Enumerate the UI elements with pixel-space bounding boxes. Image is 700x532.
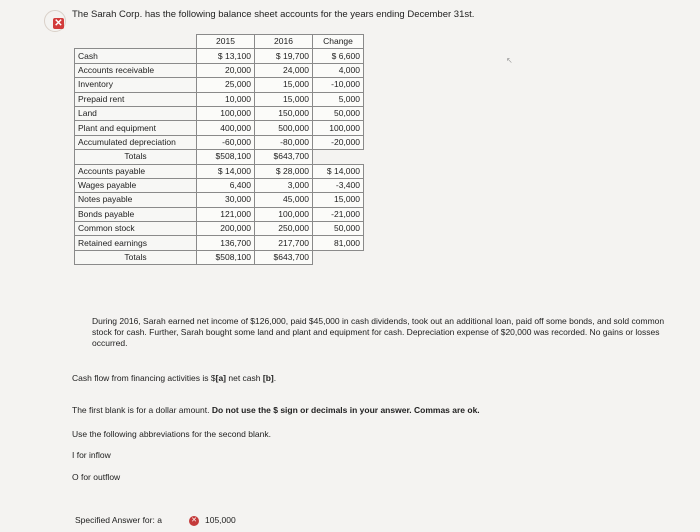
table-row: [75, 222, 364, 236]
cell-2016: 15,000: [255, 92, 313, 106]
row-label: Accounts receivable: [75, 63, 197, 77]
question-heading: The Sarah Corp. has the following balance sheet accounts for the years ending December 31st.: [72, 9, 475, 20]
cell-2015: $ 14,000: [197, 164, 255, 178]
header-change: Change: [313, 35, 364, 49]
cell-change: [313, 250, 364, 264]
row-label: Totals: [75, 150, 197, 164]
table-row: [75, 92, 364, 106]
mouse-cursor-icon: ↖: [506, 56, 513, 65]
table-row: [75, 106, 364, 120]
blank-b: [b]: [262, 373, 274, 383]
cell-2015: $508,100: [197, 150, 255, 164]
row-label: Land: [75, 106, 197, 120]
header-2016: 2016: [255, 35, 313, 49]
cell-change: -10,000: [313, 78, 364, 92]
cell-change: 50,000: [313, 222, 364, 236]
row-label: Accounts payable: [75, 164, 197, 178]
header-2015: 2015: [197, 35, 255, 49]
table-row: [75, 121, 364, 135]
incorrect-answer-icon: ✕: [189, 516, 199, 526]
cell-change: 5,000: [313, 92, 364, 106]
cell-2016: -80,000: [255, 135, 313, 149]
cell-2015: 30,000: [197, 193, 255, 207]
table-row: [75, 49, 364, 63]
table-row: [75, 78, 364, 92]
blank-a: [a]: [215, 373, 227, 383]
cell-2016: 45,000: [255, 193, 313, 207]
inflow-option: I for inflow: [72, 450, 111, 460]
question-text: Cash flow from financing activities is $[a] net cash [b].: [72, 373, 277, 383]
specified-answer-label: Specified Answer for: a: [75, 515, 162, 525]
cell-2016: 500,000: [255, 121, 313, 135]
row-label: Totals: [75, 250, 197, 264]
table-row: [75, 150, 364, 164]
row-label: Cash: [75, 49, 197, 63]
table-row: [75, 207, 364, 221]
cell-2016: 24,000: [255, 63, 313, 77]
cell-change: -20,000: [313, 135, 364, 149]
row-label: Prepaid rent: [75, 92, 197, 106]
cell-change: 15,000: [313, 193, 364, 207]
cell-2016: 150,000: [255, 106, 313, 120]
specified-answer-value: 105,000: [205, 515, 236, 525]
cell-2016: $643,700: [255, 250, 313, 264]
cell-2015: 25,000: [197, 78, 255, 92]
row-label: Common stock: [75, 222, 197, 236]
table-row: [75, 193, 364, 207]
row-label: Wages payable: [75, 178, 197, 192]
cell-2016: 3,000: [255, 178, 313, 192]
table-header-row: [75, 35, 364, 49]
cell-change: 81,000: [313, 236, 364, 250]
cell-2015: 121,000: [197, 207, 255, 221]
cell-2015: -60,000: [197, 135, 255, 149]
cell-2016: 15,000: [255, 78, 313, 92]
instruction-text: The first blank is for a dollar amount. Do not use the $ sign or decimals in your answer. Commas are ok.: [72, 405, 480, 415]
table-row: [75, 250, 364, 264]
cell-2015: 400,000: [197, 121, 255, 135]
cell-change: 100,000: [313, 121, 364, 135]
table-row: [75, 236, 364, 250]
row-label: Accumulated depreciation: [75, 135, 197, 149]
cell-change: 50,000: [313, 106, 364, 120]
cell-2015: 6,400: [197, 178, 255, 192]
table-row: [75, 164, 364, 178]
row-label: Notes payable: [75, 193, 197, 207]
cell-change: 4,000: [313, 63, 364, 77]
table-row: [75, 178, 364, 192]
cell-2016: $ 19,700: [255, 49, 313, 63]
cell-2015: 200,000: [197, 222, 255, 236]
cell-2016: 217,700: [255, 236, 313, 250]
cell-change: [313, 150, 364, 164]
cell-change: -21,000: [313, 207, 364, 221]
cell-2015: $508,100: [197, 250, 255, 264]
table-row: [75, 63, 364, 77]
cell-change: $ 14,000: [313, 164, 364, 178]
cell-2016: 250,000: [255, 222, 313, 236]
problem-description: During 2016, Sarah earned net income of $126,000, paid $45,000 in cash dividends, took out an additional loan, paid off some bonds, and sold common stock for cash. Further, Sarah bought some land and plant and equipment for cash. Depreciation expense of $20,000 was recorded. No gains or losses occurred.: [92, 316, 665, 348]
outflow-option: O for outflow: [72, 472, 121, 482]
cell-2016: $643,700: [255, 150, 313, 164]
cell-change: -3,400: [313, 178, 364, 192]
table-row: [75, 135, 364, 149]
cell-2015: 100,000: [197, 106, 255, 120]
row-label: Retained earnings: [75, 236, 197, 250]
cell-2015: 20,000: [197, 63, 255, 77]
row-label: Plant and equipment: [75, 121, 197, 135]
cell-2015: $ 13,100: [197, 49, 255, 63]
cell-2015: 10,000: [197, 92, 255, 106]
abbreviation-note: Use the following abbreviations for the second blank.: [72, 429, 271, 439]
cell-change: $ 6,600: [313, 49, 364, 63]
balance-sheet-table: [74, 34, 364, 265]
cell-2015: 136,700: [197, 236, 255, 250]
cell-2016: $ 28,000: [255, 164, 313, 178]
incorrect-icon: ✕: [54, 18, 63, 29]
cell-2016: 100,000: [255, 207, 313, 221]
row-label: Inventory: [75, 78, 197, 92]
row-label: Bonds payable: [75, 207, 197, 221]
